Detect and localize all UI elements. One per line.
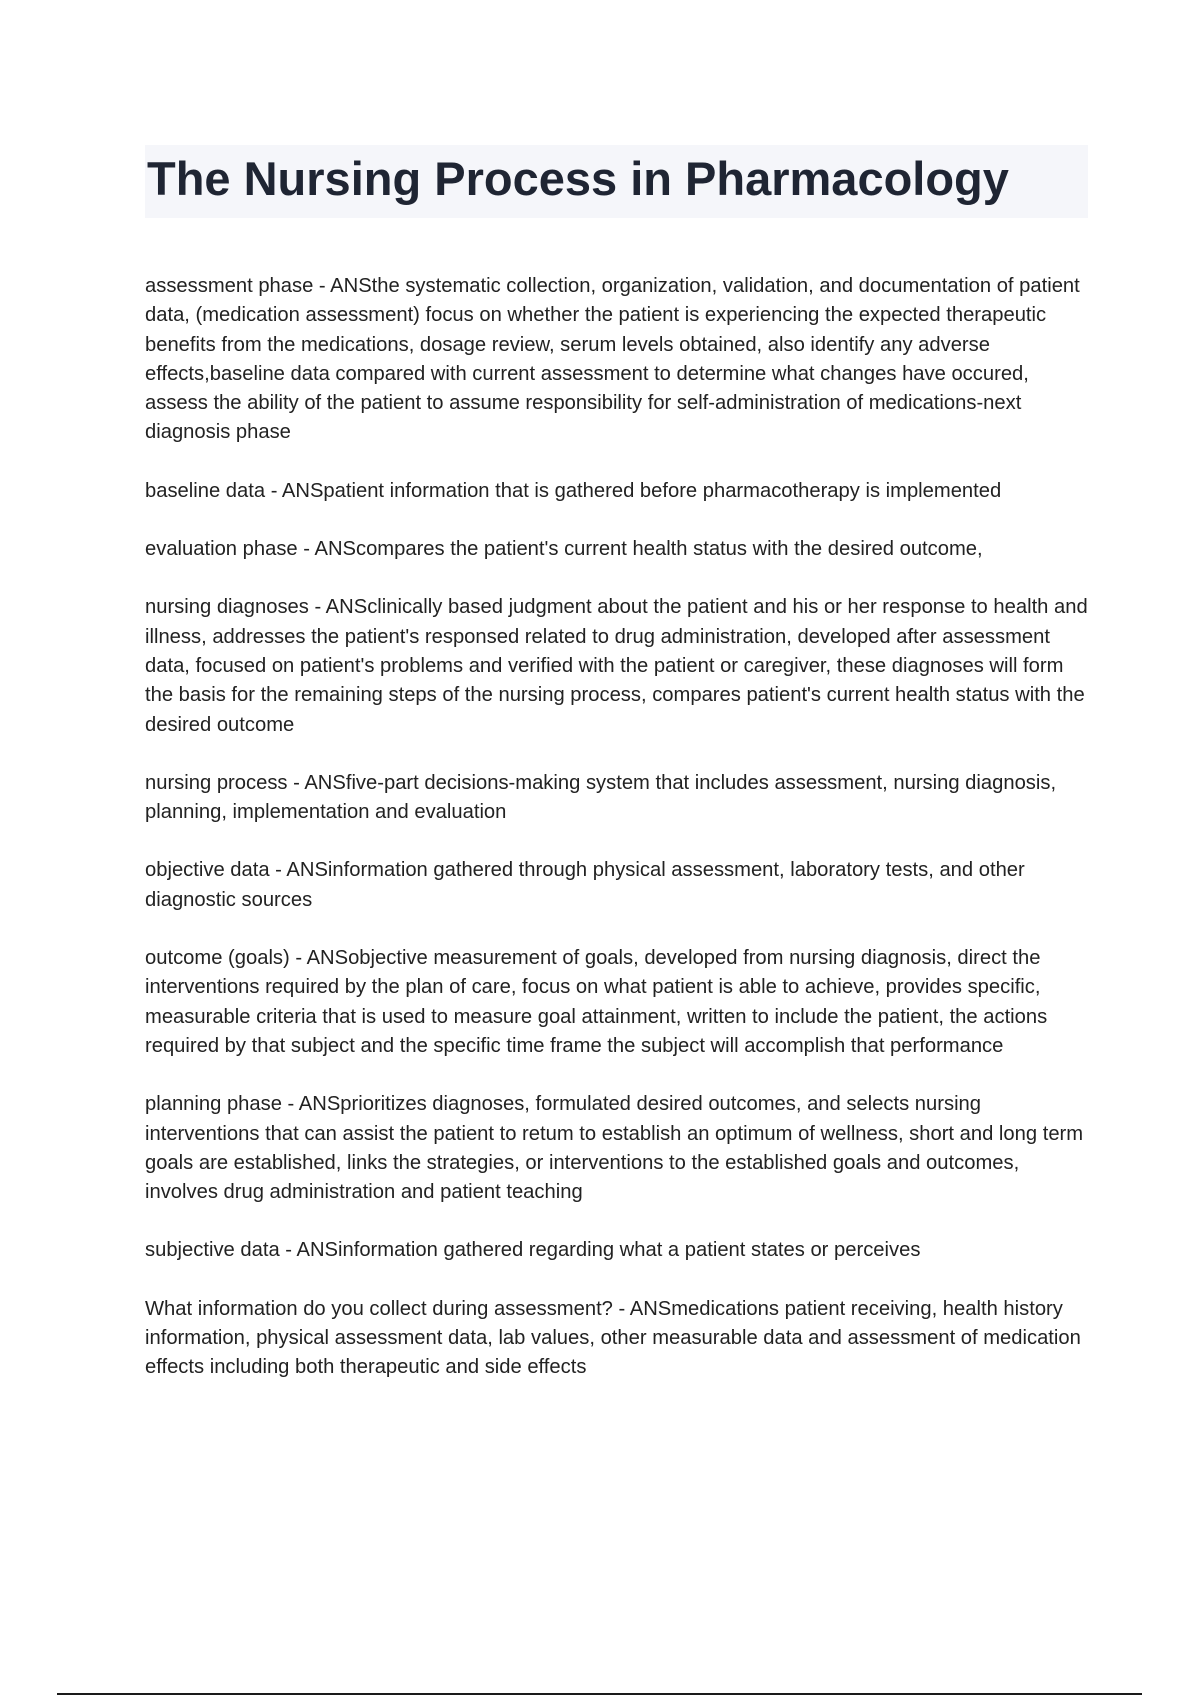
definition-entry: What information do you collect during assessment? - ANSmedications patient receiving, health history information, physical assessment data, lab values, other measurable data and assessment of medication effects including both therapeutic and side effects: [145, 1297, 1081, 1379]
definition-entry: objective data - ANSinformation gathered through physical assessment, laboratory tests, and other diagnostic sources: [145, 859, 1025, 911]
definition-entry: outcome (goals) - ANSobjective measurement of goals, developed from nursing diagnosis, direct the interventions required by the plan of care, focus on what patient is able to achieve, provides specific, measurable criteria that is used to measure goal attainment, written to include the patient, the actions required by that subject and the specific time frame the subject will accomplish that performance: [145, 947, 1048, 1057]
definition-entry: baseline data - ANSpatient information that is gathered before pharmacotherapy is implemented: [145, 479, 1002, 502]
definition-entry: assessment phase - ANSthe systematic collection, organization, validation, and documentation of patient data, (medication assessment) focus on whether the patient is experiencing the expected therapeutic benefits from the medications, dosage review, serum levels obtained, also identify any adverse effects,baseline data compared with current assessment to determine what changes have occured, assess the ability of the patient to assume responsibility for self-administration of medications-next diagnosis phase: [145, 275, 1080, 444]
page-title: The Nursing Process in Pharmacology: [147, 152, 1009, 205]
definition-entry: nursing diagnoses - ANSclinically based judgment about the patient and his or her response to health and illness, addresses the patient's responsed related to drug administration, developed after assessment data, focused on patient's problems and verified with the patient or caregiver, these diagnoses will form the basis for the remaining steps of the nursing process, compares patient's current health status with the desired outcome: [145, 596, 1088, 736]
definition-entry: planning phase - ANSprioritizes diagnoses, formulated desired outcomes, and selects nursing interventions that can assist the patient to retum to establish an optimum of wellness, short and long term goals are established, links the strategies, or interventions to the established goals and outcomes, involves drug administration and patient teaching: [145, 1093, 1084, 1204]
footer-divider: [57, 1693, 1142, 1695]
definition-entry: subjective data - ANSinformation gathered regarding what a patient states or perceives: [145, 1239, 921, 1262]
definition-entry: evaluation phase - ANScompares the patient's current health status with the desired outcome,: [145, 538, 983, 561]
definition-entry: nursing process - ANSfive-part decisions-making system that includes assessment, nursing diagnosis, planning, implementation and evaluation: [145, 771, 1057, 824]
document-body: [145, 272, 1090, 1412]
title-banner: [145, 145, 1088, 218]
